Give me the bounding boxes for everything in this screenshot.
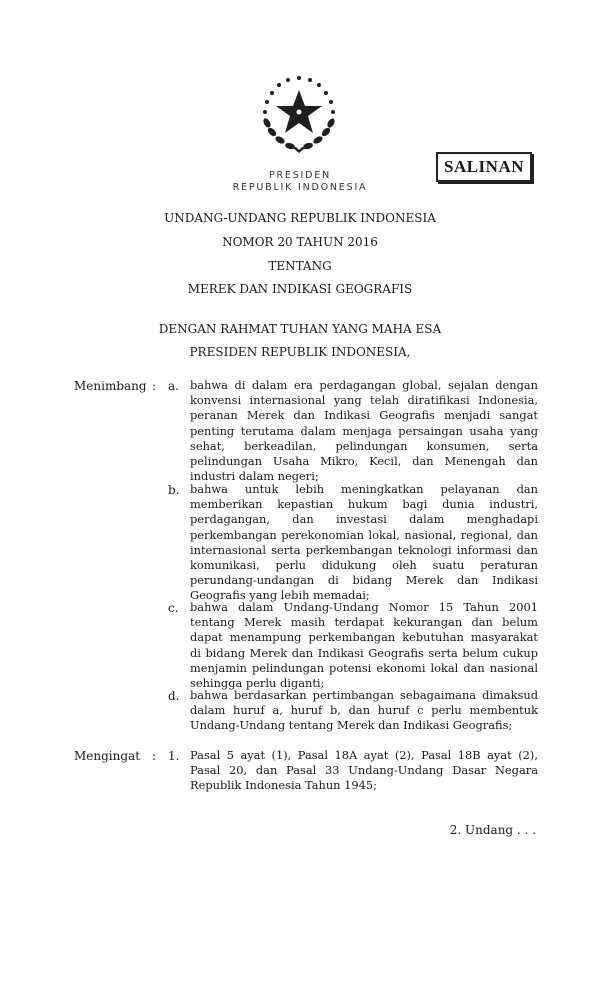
garuda-emblem <box>258 72 340 154</box>
menimbang-label: Menimbang <box>74 379 147 393</box>
mengingat-item-1: Pasal 5 ayat (1), Pasal 18A ayat (2), Pasal 18B ayat (2), Pasal 20, dan Pasal 33 Undang-Undang Dasar Negara Republik Indonesia Tahun 1945; <box>190 748 538 793</box>
menimbang-item-c: bahwa dalam Undang-Undang Nomor 15 Tahun 2001 tentang Merek masih terdapat kekurangan dan belum dapat menampung perkembangan kebutuhan masyarakat di bidang Merek dan Indikasi Geografis serta belum cukup menjamin pelindungan potensi ekonomi lokal dan nasional sehingga perlu diganti; <box>190 600 538 691</box>
page-continuation: 2. Undang . . . <box>449 823 536 837</box>
menimbang-marker-d: d. <box>168 689 180 703</box>
menimbang-marker-b: b. <box>168 483 180 497</box>
header-republik: REPUBLIK INDONESIA <box>232 182 368 193</box>
preamble-line-1: DENGAN RAHMAT TUHAN YANG MAHA ESA <box>158 322 442 336</box>
header-presiden: PRESIDEN <box>269 170 331 181</box>
menimbang-marker-c: c. <box>168 601 179 615</box>
title-line-3: TENTANG <box>268 259 332 273</box>
menimbang-item-d: bahwa berdasarkan pertimbangan sebagaimana dimaksud dalam huruf a, huruf b, dan huruf c perlu membentuk Undang-Undang tentang Merek dan Indikasi Geografis; <box>190 688 538 733</box>
menimbang-item-a: bahwa di dalam era perdagangan global, sejalan dengan konvensi internasional yang telah diratifikasi Indonesia, peranan Merek dan Indikasi Geografis menjadi sangat penting terutama dalam menjaga persaingan usaha yang sehat, berkeadilan, pelindungan konsumen, serta pelindungan Usaha Mikro, Kecil, dan Menengah dan industri dalam negeri; <box>190 378 538 484</box>
menimbang-marker-a: a. <box>168 379 179 393</box>
title-line-2: NOMOR 20 TAHUN 2016 <box>222 235 378 249</box>
mengingat-colon: : <box>152 749 157 763</box>
mengingat-label: Mengingat <box>74 749 141 763</box>
salinan-stamp: SALINAN <box>436 152 532 182</box>
menimbang-colon: : <box>152 379 157 393</box>
title-line-4: MEREK DAN INDIKASI GEOGRAFIS <box>187 282 413 296</box>
menimbang-item-b: bahwa untuk lebih meningkatkan pelayanan dan memberikan kepastian hukum bagi dunia industri, perdagangan, dan investasi dalam menghadapi perkembangan perekonomian lokal, nasional, regional, dan internasional serta perkembangan teknologi informasi dan komunikasi, perlu didukung oleh suatu peraturan perundang-undangan di bidang Merek dan Indikasi Geografis yang lebih memadai; <box>190 482 538 603</box>
preamble-line-2: PRESIDEN REPUBLIK INDONESIA, <box>189 345 411 359</box>
mengingat-marker-1: 1. <box>168 749 180 763</box>
title-line-1: UNDANG-UNDANG REPUBLIK INDONESIA <box>164 211 436 225</box>
